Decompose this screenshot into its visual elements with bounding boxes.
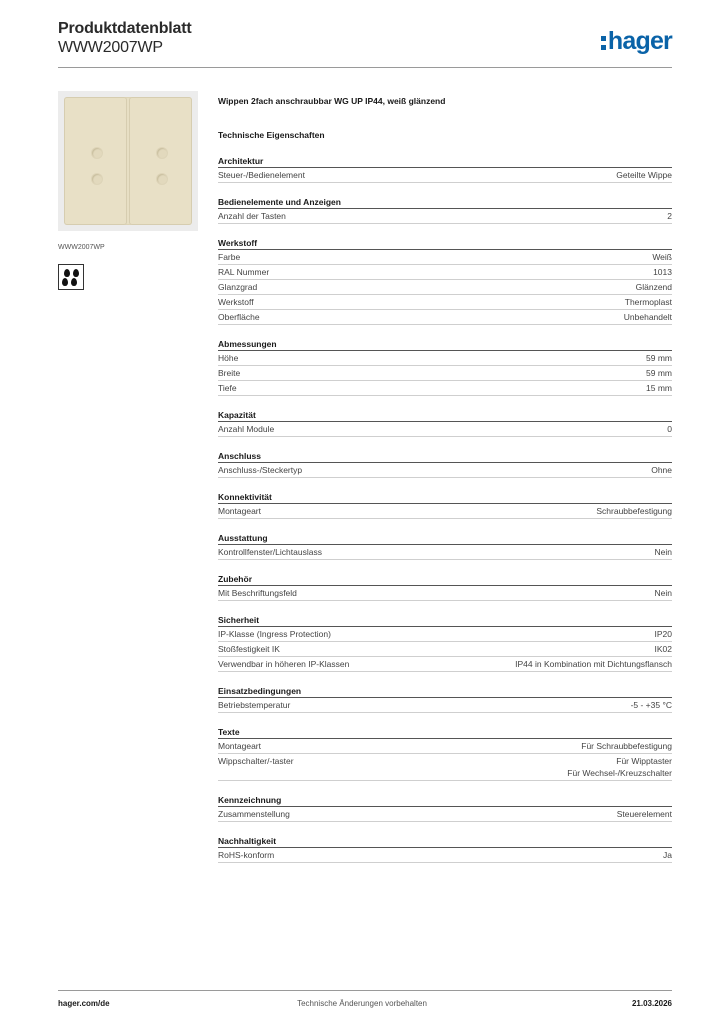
spec-value xyxy=(655,627,673,641)
section-heading: Kennzeichnung xyxy=(218,795,282,805)
spec-label: Anschluss-/Steckertyp xyxy=(218,465,303,475)
spec-row xyxy=(218,739,672,754)
article-number: WWW2007WP xyxy=(58,39,163,56)
spec-label: Werkstoff xyxy=(218,297,254,307)
spec-value-line: IP44 in Kombination mit Dichtungsflansch xyxy=(515,659,672,669)
spec-section xyxy=(218,409,672,437)
spec-label: Anzahl Module xyxy=(218,424,275,434)
spec-label: RoHS-konform xyxy=(218,850,275,860)
section-heading: Texte xyxy=(218,727,240,737)
spec-label: Verwendbar in höheren IP-Klassen xyxy=(218,659,350,669)
spec-row xyxy=(218,366,672,381)
spec-section xyxy=(218,155,672,183)
spec-label: Oberfläche xyxy=(218,312,260,322)
spec-value-line: -5 - +35 °C xyxy=(630,700,672,710)
spec-label: Betriebstemperatur xyxy=(218,700,291,710)
spec-row xyxy=(218,698,672,713)
spec-section xyxy=(218,794,672,822)
spec-row xyxy=(218,209,672,224)
spec-label: Anzahl der Tasten xyxy=(218,211,286,221)
spec-row xyxy=(218,545,672,560)
spec-value xyxy=(655,642,673,656)
spec-label: Stoßfestigkeit IK xyxy=(218,644,280,654)
spec-label: Tiefe xyxy=(218,383,237,393)
section-heading: Sicherheit xyxy=(218,615,260,625)
spec-label: Steuer-/Bedienelement xyxy=(218,170,305,180)
page-header xyxy=(58,20,672,64)
spec-value xyxy=(567,755,672,779)
spec-section xyxy=(218,491,672,519)
spec-value xyxy=(631,698,672,712)
logo-text: hager xyxy=(607,26,672,55)
spec-value-line: 15 mm xyxy=(646,383,672,393)
spec-row xyxy=(218,422,672,437)
spec-value xyxy=(625,295,672,309)
spec-value xyxy=(617,807,672,821)
footer-disclaimer: Technische Änderungen vorbehalten xyxy=(297,999,427,1008)
section-heading: Werkstoff xyxy=(218,238,258,248)
spec-content xyxy=(218,96,672,863)
spec-section xyxy=(218,338,672,396)
spec-section xyxy=(218,237,672,325)
spec-label: Mit Beschriftungsfeld xyxy=(218,588,297,598)
section-heading: Kapazität xyxy=(218,410,256,420)
spec-label: RAL Nummer xyxy=(218,267,270,277)
spec-value-line: Für Wipptaster xyxy=(616,756,672,766)
product-image xyxy=(58,91,198,231)
spec-value xyxy=(651,463,672,477)
spec-section xyxy=(218,726,672,781)
spec-section xyxy=(218,685,672,713)
spec-value xyxy=(667,209,672,223)
footer-divider xyxy=(58,990,672,991)
spec-row xyxy=(218,657,672,672)
spec-row xyxy=(218,463,672,478)
spec-value xyxy=(624,310,672,324)
spec-label: Zusammenstellung xyxy=(218,809,290,819)
spec-value-line: Für Schraubbefestigung xyxy=(581,741,672,751)
spec-value-line: Für Wechsel-/Kreuzschalter xyxy=(567,768,672,778)
product-title: Wippen 2fach anschraubbar WG UP IP44, weiß glänzend xyxy=(218,96,446,106)
spec-value xyxy=(655,586,672,600)
spec-label: Wippschalter/-taster xyxy=(218,756,294,766)
spec-value-line: Glänzend xyxy=(635,282,672,292)
image-caption: WWW2007WP xyxy=(58,244,105,251)
footer-website: hager.com/de xyxy=(58,999,110,1008)
technical-properties-heading: Technische Eigenschaften xyxy=(218,130,325,140)
spec-value xyxy=(636,280,672,294)
spec-value xyxy=(616,168,672,182)
spec-row xyxy=(218,265,672,280)
left-rocker xyxy=(64,97,127,225)
section-heading: Architektur xyxy=(218,156,264,166)
ip44-water-drops-icon xyxy=(58,264,84,290)
spec-value-line: Ja xyxy=(663,850,672,860)
header-divider xyxy=(58,67,672,68)
spec-section xyxy=(218,196,672,224)
spec-section xyxy=(218,614,672,672)
section-heading: Konnektivität xyxy=(218,492,272,502)
spec-value xyxy=(655,545,672,559)
spec-row xyxy=(218,310,672,325)
spec-value-line: 1013 xyxy=(653,267,672,277)
spec-value-line: Geteilte Wippe xyxy=(616,170,672,180)
spec-value-line: IK02 xyxy=(654,644,672,654)
logo-colon-icon xyxy=(601,36,606,50)
spec-label: Farbe xyxy=(218,252,241,262)
spec-section xyxy=(218,450,672,478)
spec-value xyxy=(663,848,672,862)
spec-value-line: Weiß xyxy=(652,252,672,262)
hager-logo xyxy=(601,26,672,56)
spec-row xyxy=(218,295,672,310)
spec-row xyxy=(218,250,672,265)
spec-value xyxy=(646,366,672,380)
spec-value-line: Ohne xyxy=(651,465,672,475)
section-heading: Zubehör xyxy=(218,574,252,584)
spec-row xyxy=(218,848,672,863)
spec-row xyxy=(218,351,672,366)
spec-value-line: Nein xyxy=(654,547,672,557)
spec-label: Höhe xyxy=(218,353,239,363)
rocker-plate xyxy=(64,97,192,225)
section-heading: Nachhaltigkeit xyxy=(218,836,277,846)
spec-section xyxy=(218,573,672,601)
spec-row xyxy=(218,280,672,295)
spec-label: Breite xyxy=(218,368,241,378)
spec-section xyxy=(218,532,672,560)
spec-value-line: Steuerelement xyxy=(616,809,672,819)
spec-value xyxy=(581,739,672,753)
spec-label: IP-Klasse (Ingress Protection) xyxy=(218,629,331,639)
spec-value xyxy=(646,351,672,365)
spec-value xyxy=(653,265,672,279)
spec-row xyxy=(218,504,672,519)
right-rocker xyxy=(129,97,192,225)
spec-label: Glanzgrad xyxy=(218,282,258,292)
document-title: Produktdatenblatt xyxy=(58,20,192,37)
section-heading: Bedienelemente und Anzeigen xyxy=(218,197,341,207)
spec-section xyxy=(218,835,672,863)
section-heading: Ausstattung xyxy=(218,533,268,543)
spec-value-line: 2 xyxy=(667,211,672,221)
spec-value-line: Schraubbefestigung xyxy=(596,506,672,516)
spec-value-line: 59 mm xyxy=(646,368,672,378)
spec-value xyxy=(596,504,672,518)
spec-value-line: Nein xyxy=(654,588,672,598)
spec-row xyxy=(218,381,672,396)
spec-row xyxy=(218,627,672,642)
spec-row xyxy=(218,807,672,822)
spec-label: Montageart xyxy=(218,741,261,751)
spec-value-line: Unbehandelt xyxy=(623,312,672,322)
section-heading: Anschluss xyxy=(218,451,261,461)
spec-value xyxy=(652,250,672,264)
spec-value xyxy=(646,381,672,395)
spec-row xyxy=(218,168,672,183)
spec-row xyxy=(218,586,672,601)
spec-label: Montageart xyxy=(218,506,261,516)
footer-date: 21.03.2026 xyxy=(631,999,672,1008)
spec-row xyxy=(218,642,672,657)
spec-value-line: 0 xyxy=(667,424,672,434)
spec-value-line: Thermoplast xyxy=(624,297,672,307)
section-heading: Einsatzbedingungen xyxy=(218,686,302,696)
spec-value-line: 59 mm xyxy=(646,353,672,363)
spec-value xyxy=(515,657,672,671)
spec-value xyxy=(667,422,672,436)
spec-sections xyxy=(218,155,672,863)
spec-label: Kontrollfenster/Lichtauslass xyxy=(218,547,322,557)
spec-row xyxy=(218,754,672,781)
section-heading: Abmessungen xyxy=(218,339,277,349)
spec-value-line: IP20 xyxy=(654,629,672,639)
